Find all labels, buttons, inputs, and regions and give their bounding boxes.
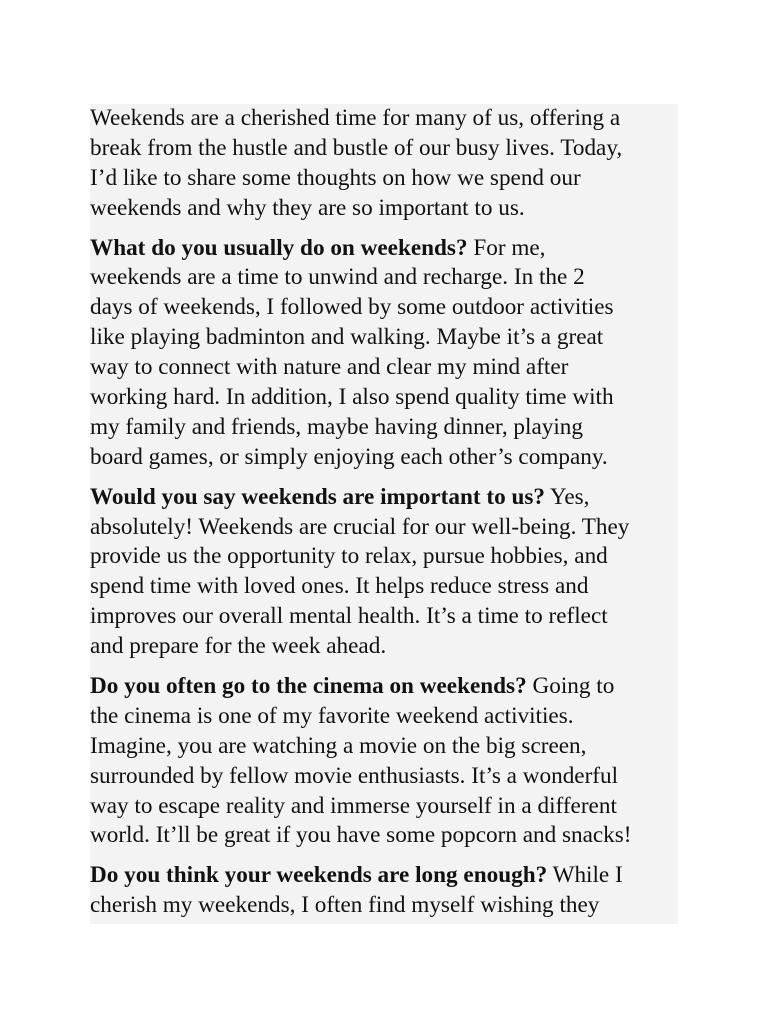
section-line: way to escape reality and immerse yourself in a different xyxy=(90,792,617,819)
intro-paragraph xyxy=(90,104,678,224)
intro-line: break from the hustle and bustle of our busy lives. Today, xyxy=(90,134,623,161)
section-question: Would you say weekends are important to us? xyxy=(90,483,545,510)
section-answer-start: Going to xyxy=(526,673,615,700)
section-line: my family and friends, maybe having dinner, playing xyxy=(90,413,583,440)
section-line: like playing badminton and walking. Maybe it’s a great xyxy=(90,324,604,351)
section-line: board games, or simply enjoying each other’s company. xyxy=(90,443,608,470)
intro-line: weekends and why they are so important to us. xyxy=(90,194,525,221)
section-line: weekends are a time to unwind and recharge. In the 2 xyxy=(90,264,585,291)
section-line: cherish my weekends, I often find myself wishing they xyxy=(90,892,600,919)
section-question: What do you usually do on weekends? xyxy=(90,234,468,261)
section-question: Do you often go to the cinema on weekends? xyxy=(90,673,527,700)
section-line: working hard. In addition, I also spend quality time with xyxy=(90,384,614,411)
intro-line: Weekends are a cherished time for many of us, offering a xyxy=(90,105,621,131)
section-answer-start: For me, xyxy=(467,234,546,261)
section-line: Imagine, you are watching a movie on the big screen, xyxy=(90,732,587,759)
section-paragraph-cinema xyxy=(90,672,678,851)
section-line: days of weekends, I followed by some outdoor activities xyxy=(90,294,614,321)
section-first-line xyxy=(90,672,678,702)
section-line: spend time with loved ones. It helps reduce stress and xyxy=(90,573,589,600)
section-paragraph-weekends-important xyxy=(90,483,678,662)
section-paragraph-weekend-activities xyxy=(90,234,678,473)
text-block xyxy=(90,104,678,924)
section-line: world. It’ll be great if you have some popcorn and snacks! xyxy=(90,822,632,849)
section-first-line xyxy=(90,861,678,891)
intro-line: I’d like to share some thoughts on how we spend our xyxy=(90,164,581,191)
section-question: Do you think your weekends are long enough? xyxy=(90,862,548,889)
section-line: the cinema is one of my favorite weekend activities. xyxy=(90,702,574,729)
section-line: surrounded by fellow movie enthusiasts. It’s a wonderful xyxy=(90,762,619,789)
section-line: provide us the opportunity to relax, pursue hobbies, and xyxy=(90,543,608,570)
section-paragraph-long-enough xyxy=(90,861,678,921)
section-line: absolutely! Weekends are crucial for our well-being. They xyxy=(90,513,630,540)
section-line: and prepare for the week ahead. xyxy=(90,633,387,660)
section-line: way to connect with nature and clear my mind after xyxy=(90,354,569,381)
section-line: improves our overall mental health. It’s a time to reflect xyxy=(90,603,608,630)
section-answer-start: While I xyxy=(547,862,623,889)
section-answer-start: Yes, xyxy=(545,483,590,510)
section-first-line xyxy=(90,234,678,264)
section-first-line xyxy=(90,483,678,513)
